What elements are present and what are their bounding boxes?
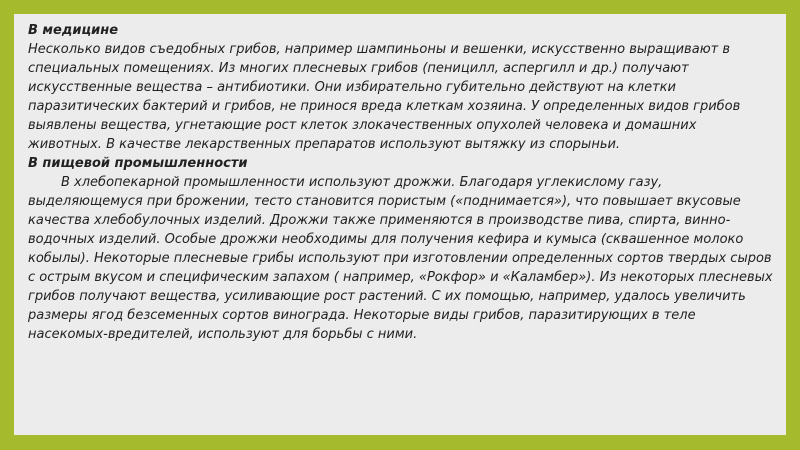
paragraph-food-industry: В хлебопекарной промышленности используют дрожжи. Благодаря углекислому газу, выделяющемуся при брожении, тесто становится пористым («поднимается»), что повышает вкусовые качества хлебобулочных изделий. Дрожжи также применяются в производстве пива, спирта, винно-водочных изделий. Особые дрожжи необходимы для получения кефира и кумыса (сквашенное молоко кобылы). Некоторые плесневые грибы используют при изготовлении определенных сортов твердых сыров с острым вкусом и специфическим запахом ( например, «Рокфор» и «Каламбер»). Из некоторых плесневых грибов получают вещества, усиливающие рост растений. С их помощью, например, удалось увеличить размеры ягод безсеменных сортов винограда. Некоторые виды грибов, паразитирующих в теле насекомых-вредителей, используют для борьбы с ними. — [28, 175, 773, 342]
heading-food-industry: В пищевой промышленности — [28, 156, 248, 171]
heading-medicine: В медицине — [28, 23, 119, 38]
paragraph-medicine: Несколько видов съедобных грибов, например шампиньоны и вешенки, искусственно выращивают в специальных помещениях. Из многих плесневых грибов (пеницилл, аспергилл и др.) получают искусственные вещества – антибиотики. Они избирательно губительно действуют на клетки паразитических бактерий и грибов, не принося вреда клеткам хозяина. У определенных видов грибов выявлены вещества, угнетающие рост клеток злокачественных опухолей человека и домашних животных. В качестве лекарственных препаратов используют вытяжку из спорыньи. — [28, 42, 741, 152]
slide-content — [28, 21, 774, 344]
slide-panel — [14, 14, 786, 435]
